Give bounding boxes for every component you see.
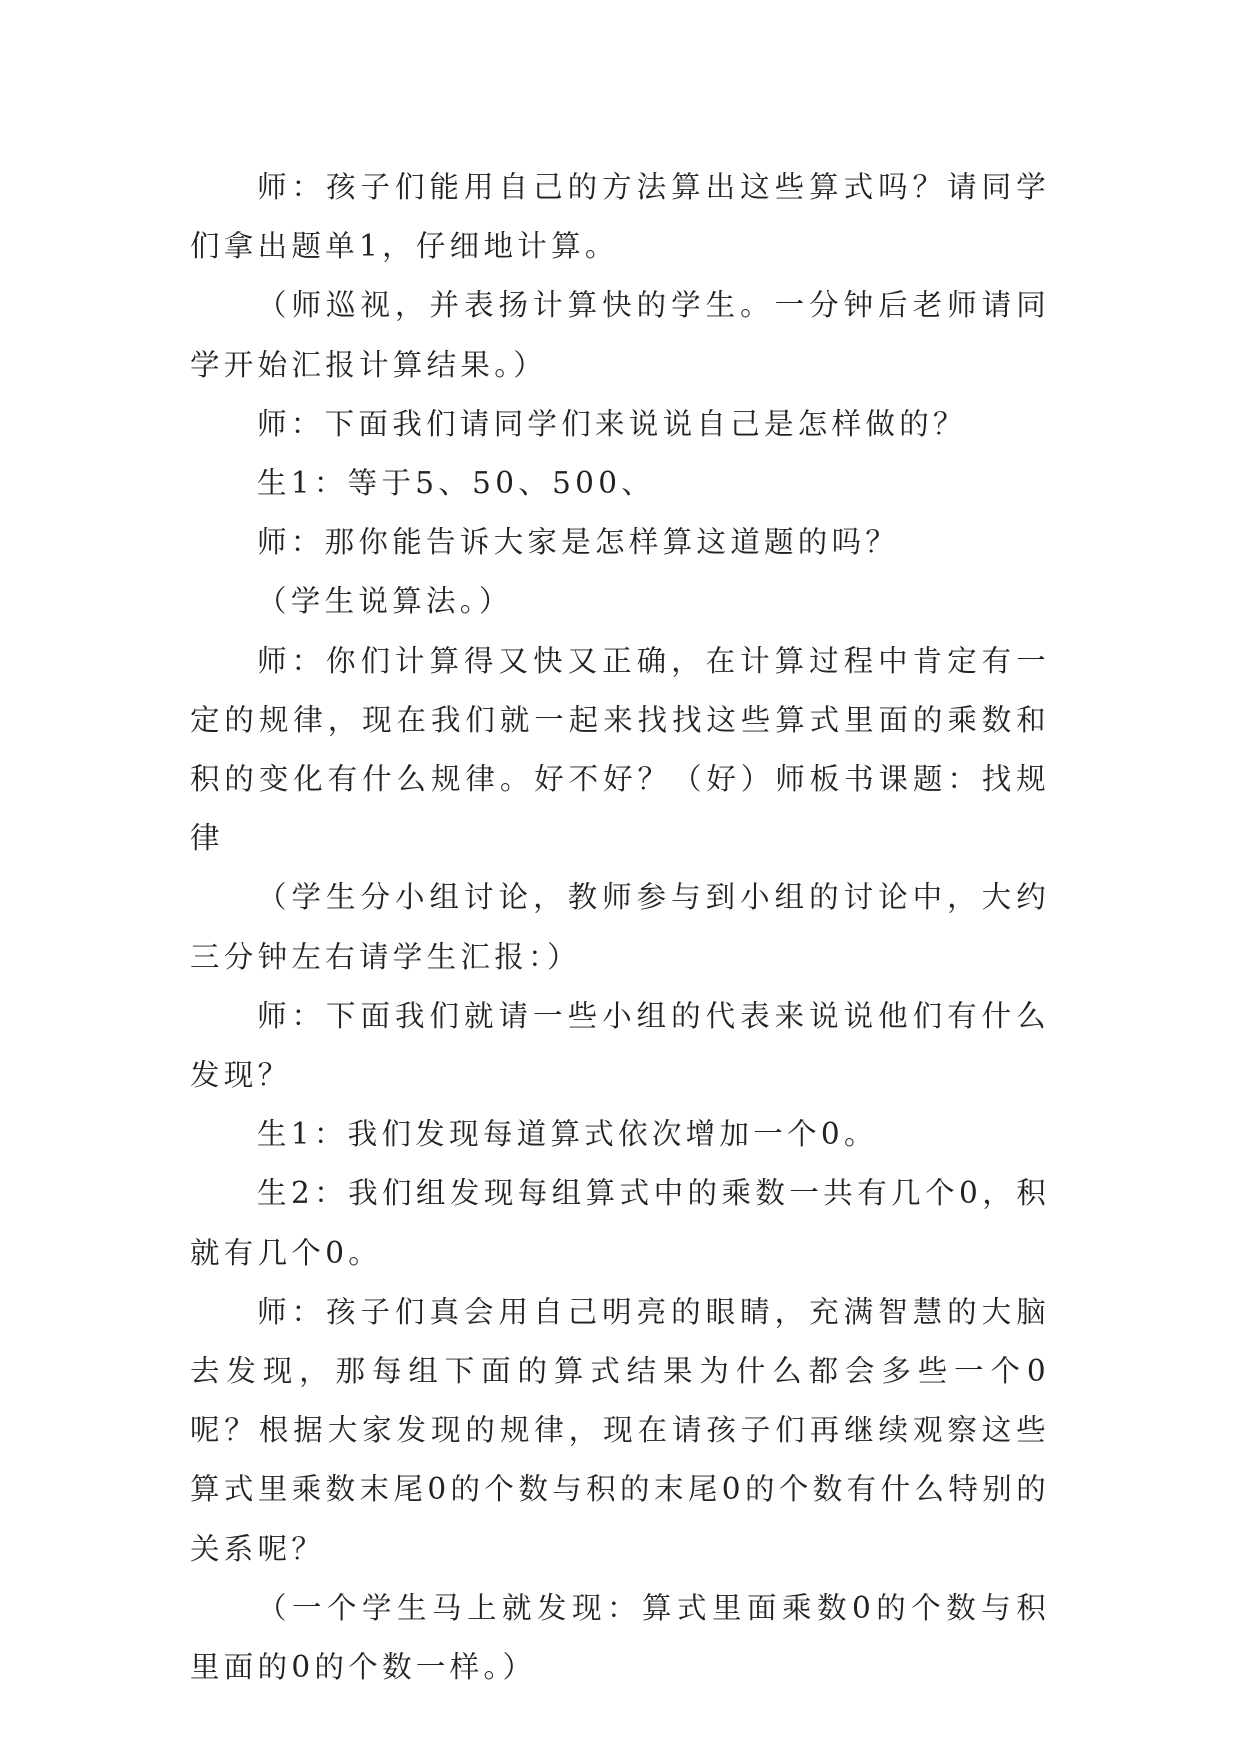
paragraph: （学生分小组讨论，教师参与到小组的讨论中，大约三分钟左右请学生汇报：）	[190, 880, 1050, 974]
paragraph: （学生说算法。）	[257, 584, 513, 619]
paragraph: 师：下面我们就请一些小组的代表来说说他们有什么发现？	[190, 998, 1050, 1093]
paragraph: 师：下面我们请同学们来说说自己是怎样做的？	[257, 406, 967, 441]
paragraph: 生1：等于5、50、500、	[257, 466, 656, 501]
paragraph: （一个学生马上就发现：算式里面乘数0的个数与积里面的0的个数一样。）	[190, 1590, 1050, 1685]
paragraph: 生1：我们发现每道算式依次增加一个0。	[257, 1117, 878, 1152]
paragraph: 师：孩子们能用自己的方法算出这些算式吗？请同学们拿出题单1，仔细地计算。	[190, 170, 1050, 264]
paragraph: 师：那你能告诉大家是怎样算这道题的吗？	[257, 525, 900, 560]
paragraph: 生2：我们组发现每组算式中的乘数一共有几个0，积就有几个0。	[190, 1176, 1050, 1270]
paragraph: （师巡视，并表扬计算快的学生。一分钟后老师请同学开始汇报计算结果。）	[190, 288, 1050, 382]
paragraph: 师：孩子们真会用自己明亮的眼睛，充满智慧的大脑去发现，那每组下面的算式结果为什么都会多些一个0呢？根据大家发现的规律，现在请孩子们再继续观察这些算式里乘数末尾0的个数与积的末尾0的个数有什么特别的关系呢？	[190, 1294, 1050, 1566]
document-body	[190, 158, 1050, 1697]
paragraph: 师：你们计算得又快又正确，在计算过程中肯定有一定的规律，现在我们就一起来找找这些算式里面的乘数和积的变化有什么规律。好不好？（好）师板书课题：找规律	[190, 643, 1050, 856]
